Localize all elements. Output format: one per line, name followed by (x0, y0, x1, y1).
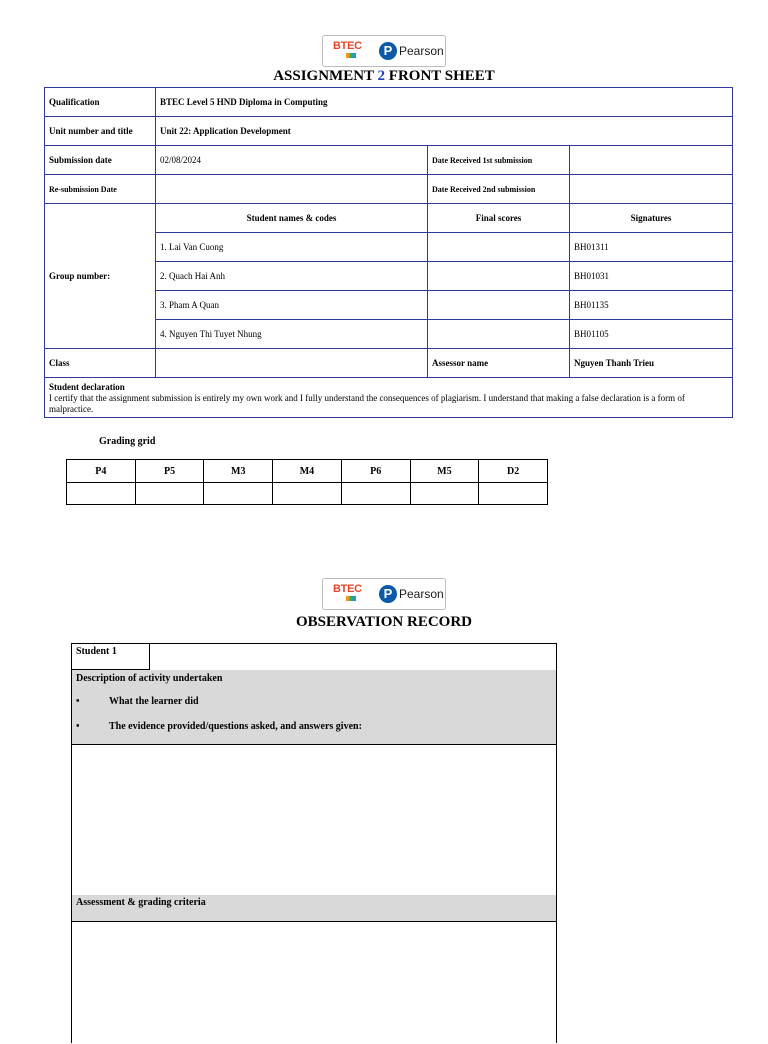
student-score (428, 262, 570, 291)
student-signature: BH01135 (570, 291, 733, 320)
declaration-title: Student declaration (49, 382, 125, 392)
criterion-m5: M5 (410, 460, 479, 483)
final-scores-header: Final scores (428, 204, 570, 233)
student-score (428, 320, 570, 349)
grading-criteria-row (67, 460, 548, 483)
received-1st-label: Date Received 1st submission (428, 146, 570, 175)
btec-text: BTEC (333, 40, 362, 52)
student-declaration (45, 378, 733, 418)
group-header-row (45, 204, 733, 233)
received-2nd-value (570, 175, 733, 204)
qualification-value: BTEC Level 5 HND Diploma in Computing (156, 88, 733, 117)
student-name: 4. Nguyen Thi Tuyet Nhung (156, 320, 428, 349)
student-signature: BH01031 (570, 262, 733, 291)
criterion-p4: P4 (67, 460, 136, 483)
btec-flag-icon (346, 596, 356, 601)
resubmission-date-label: Re-submission Date (45, 175, 156, 204)
unit-value: Unit 22: Application Development (156, 117, 733, 146)
grading-result-row (67, 483, 548, 505)
observation-record-form (71, 643, 557, 1043)
grade-cell (135, 483, 204, 505)
criterion-m4: M4 (273, 460, 342, 483)
btec-pearson-logo (322, 578, 446, 610)
student-signature: BH01311 (570, 233, 733, 262)
class-value (156, 349, 428, 378)
grading-grid-title: Grading grid (99, 436, 156, 447)
criterion-p6: P6 (341, 460, 410, 483)
resubmission-row (45, 175, 733, 204)
pearson-p-icon: P (379, 585, 397, 603)
declaration-row (45, 378, 733, 418)
btec-pearson-logo (322, 35, 446, 67)
btec-logo (333, 40, 369, 64)
resubmission-date-value (156, 175, 428, 204)
bullet-icon: • (76, 721, 80, 732)
activity-description-section (72, 670, 556, 745)
group-number-label: Group number: (45, 204, 156, 349)
student-score (428, 233, 570, 262)
assessor-value: Nguyen Thanh Trieu (570, 349, 733, 378)
learner-did-item: What the learner did (109, 696, 199, 707)
front-sheet-title: ASSIGNMENT 2 FRONT SHEET (273, 68, 495, 84)
signatures-header: Signatures (570, 204, 733, 233)
grade-cell (410, 483, 479, 505)
activity-notes-area[interactable] (72, 745, 556, 895)
unit-label: Unit number and title (45, 117, 156, 146)
pearson-text: Pearson (399, 44, 444, 58)
bullet-icon: • (76, 696, 80, 707)
grade-cell (204, 483, 273, 505)
assessment-criteria-label: Assessment & grading criteria (72, 895, 556, 922)
qualification-label: Qualification (45, 88, 156, 117)
criterion-p5: P5 (135, 460, 204, 483)
submission-row (45, 146, 733, 175)
received-1st-value (570, 146, 733, 175)
criterion-m3: M3 (204, 460, 273, 483)
criterion-d2: D2 (479, 460, 548, 483)
received-2nd-label: Date Received 2nd submission (428, 175, 570, 204)
qualification-row (45, 88, 733, 117)
grade-cell (479, 483, 548, 505)
student-1-label: Student 1 (72, 644, 150, 670)
grade-cell (341, 483, 410, 505)
student-name: 1. Lai Van Cuong (156, 233, 428, 262)
pearson-text: Pearson (399, 587, 444, 601)
evidence-item: The evidence provided/questions asked, and answers given: (109, 721, 362, 732)
description-label: Description of activity undertaken (76, 673, 223, 684)
pearson-p-icon: P (379, 42, 397, 60)
student-score (428, 291, 570, 320)
declaration-text: I certify that the assignment submission is entirely my own work and I fully understand the consequences of plagiarism. I understand that making a false declaration is a form of malpractice. (49, 393, 685, 414)
observation-record-title: OBSERVATION RECORD (295, 614, 473, 630)
assessor-label: Assessor name (428, 349, 570, 378)
front-sheet-table (44, 87, 733, 418)
student-signature: BH01105 (570, 320, 733, 349)
class-label: Class (45, 349, 156, 378)
student-name: 2. Quach Hai Anh (156, 262, 428, 291)
submission-date-label: Submission date (45, 146, 156, 175)
btec-text: BTEC (333, 583, 362, 595)
student-name: 3. Pham A Quan (156, 291, 428, 320)
unit-row (45, 117, 733, 146)
submission-date-value: 02/08/2024 (156, 146, 428, 175)
btec-flag-icon (346, 53, 356, 58)
assessment-notes-area[interactable] (72, 922, 556, 1044)
grade-cell (67, 483, 136, 505)
btec-logo (333, 583, 369, 607)
student-names-header: Student names & codes (156, 204, 428, 233)
grade-cell (273, 483, 342, 505)
class-row (45, 349, 733, 378)
grading-grid-table (66, 459, 548, 505)
